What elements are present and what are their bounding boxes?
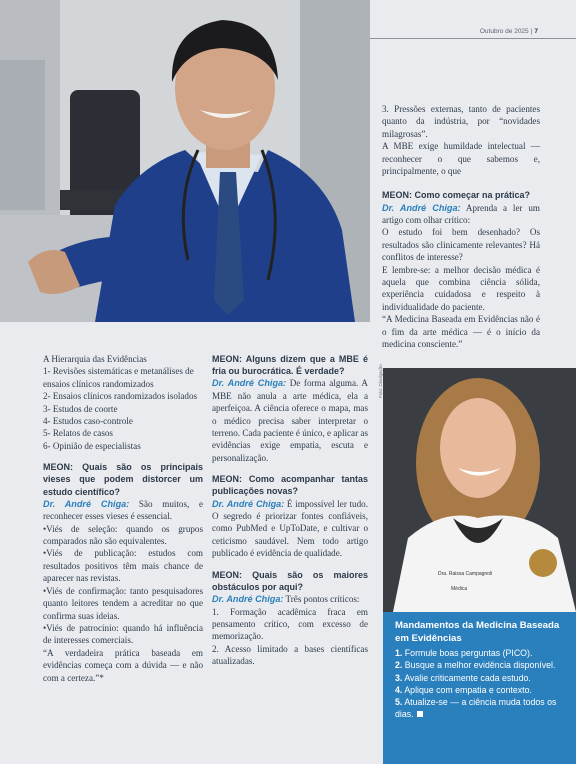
end-mark-icon bbox=[417, 711, 423, 717]
speaker-name: Dr. André Chiga: bbox=[212, 378, 287, 389]
interview-answer: Dr. André Chiga: Aprenda a ler um artigo com olhar crítico: bbox=[382, 202, 540, 226]
obstacle-item: 2. Acesso limitado a bases científicas atualizadas. bbox=[212, 643, 368, 667]
woman-illustration bbox=[383, 368, 576, 612]
pull-quote: “A verdadeira prática baseada em evidências começa com a dúvida — e não com a certeza.”* bbox=[43, 647, 203, 683]
page-header: Outubro de 2025 | 7 bbox=[479, 28, 538, 35]
speaker-name: Dr. André Chiga: bbox=[212, 498, 285, 509]
commandment-item: 1. Formule boas perguntas (PICO). bbox=[395, 648, 533, 658]
hierarchy-title: A Hierarquia das Evidências bbox=[43, 354, 147, 364]
interview-answer: Dr. André Chiga: De forma alguma. A MBE não anula a arte médica, ela a aperfeiçoa. A ciência oferece o mapa, mas o médico precisa saber interpretar o terreno. Cada paciente é único, e aplicar as evidências exige empatia, escuta e personalização. bbox=[212, 378, 368, 463]
humility-text: A MBE exige humildade intelectual — reconhecer o que sabemos e, principalmente, o que bbox=[382, 141, 540, 177]
commandment-item: 5. Atualize-se — a ciência muda todos os dias. bbox=[395, 697, 557, 720]
doctor-illustration bbox=[0, 0, 370, 322]
page-number: 7 bbox=[534, 28, 538, 35]
remember-text: E lembre-se: a melhor decisão médica é aquela que combina ciência sólida, experiência cuidadosa e respeito à individualidade do paciente. bbox=[382, 264, 540, 312]
column-3 bbox=[382, 103, 540, 351]
hierarchy-item: 4- Estudos caso-controle bbox=[43, 416, 133, 427]
photo-credit: Foto: Divulgação bbox=[378, 364, 383, 398]
bias-item: •Viés de confirmação: tanto pesquisadores quanto leitores tendem a acreditar no que confirma suas ideias. bbox=[43, 585, 203, 621]
commandments-box bbox=[383, 612, 576, 764]
speaker-name: Dr. André Chiga: bbox=[212, 594, 284, 605]
critical-questions: O estudo foi bem desenhado? Os resultados são clinicamente relevantes? Há conflitos de interesse? bbox=[382, 227, 540, 263]
bias-item: •Viés de seleção: quando os grupos comparados não são equivalentes. bbox=[43, 523, 203, 547]
speaker-name: Dr. André Chiga: bbox=[43, 498, 130, 509]
column-1 bbox=[43, 353, 203, 684]
hierarchy-item: 2- Ensaios clínicos randomizados isolados bbox=[43, 391, 198, 402]
bias-item: •Viés de patrocínio: quando há influência de interesses comerciais. bbox=[43, 622, 203, 646]
hierarchy-item: 6- Opinião de especialistas bbox=[43, 440, 141, 451]
badge-role: Médica bbox=[451, 586, 468, 592]
issue-date: Outubro de 2025 bbox=[479, 28, 529, 35]
closing-quote: “A Medicina Baseada em Evidências não é o fim da arte médica — é o início da medicina consciente.” bbox=[382, 314, 540, 350]
column-2 bbox=[212, 353, 368, 668]
hierarchy-item: 5- Relatos de casos bbox=[43, 428, 113, 439]
obstacle-item: 3. Pressões externas, tanto de pacientes quanto da indústria, por “novidades milagrosas”. bbox=[382, 104, 540, 139]
hierarchy-item: 1- Revisões sistemáticas e metanálises de ensaios clínicos randomizados bbox=[43, 366, 194, 389]
commandment-item: 4. Aplique com empatia e contexto. bbox=[395, 684, 532, 695]
commandment-item: 2. Busque a melhor evidência disponível. bbox=[395, 660, 556, 671]
interview-question: MEON: Alguns dizem que a MBE é fria ou burocrática. É verdade? bbox=[212, 354, 368, 377]
header-rule bbox=[370, 38, 576, 39]
hierarchy-item: 3- Estudos de coorte bbox=[43, 403, 118, 414]
speaker-name: Dr. André Chiga: bbox=[382, 202, 461, 213]
interview-question: MEON: Quais são os maiores obstáculos por aqui? bbox=[212, 569, 368, 592]
interview-answer: Dr. André Chiga: É impossível ler tudo. O segredo é priorizar fontes confiáveis, como PubMed e UpToDate, e cultivar o ceticismo saudável. Nem todo artigo publicado é evidência de qualidade. bbox=[212, 498, 368, 559]
bias-item: •Viés de publicação: estudos com resultados positivos têm mais chance de aparecer nas revistas. bbox=[43, 548, 203, 584]
commandments-title: Mandamentos da Medicina Baseada em Evidências bbox=[395, 620, 560, 644]
interview-answer: Dr. André Chiga: Três pontos críticos: bbox=[212, 594, 360, 605]
commandment-item: 3. Avalie criticamente cada estudo. bbox=[395, 672, 531, 683]
interview-question: MEON: Como começar na prática? bbox=[382, 190, 531, 201]
doctor-photo bbox=[0, 0, 370, 322]
doctor-portrait-photo bbox=[383, 368, 576, 612]
interview-question: MEON: Quais são os principais vieses que podem distorcer um estudo científico? bbox=[43, 462, 203, 497]
interview-question: MEON: Como acompanhar tantas publicações novas? bbox=[212, 474, 368, 497]
obstacle-item: 1. Formação acadêmica fraca em pensamento crítico, com excesso de memorização. bbox=[212, 606, 368, 642]
interview-answer: Dr. André Chiga: São muitos, e reconhecer esses vieses é essencial. bbox=[43, 498, 203, 522]
badge-name: Dra. Raissa Campagnoli bbox=[438, 571, 493, 577]
